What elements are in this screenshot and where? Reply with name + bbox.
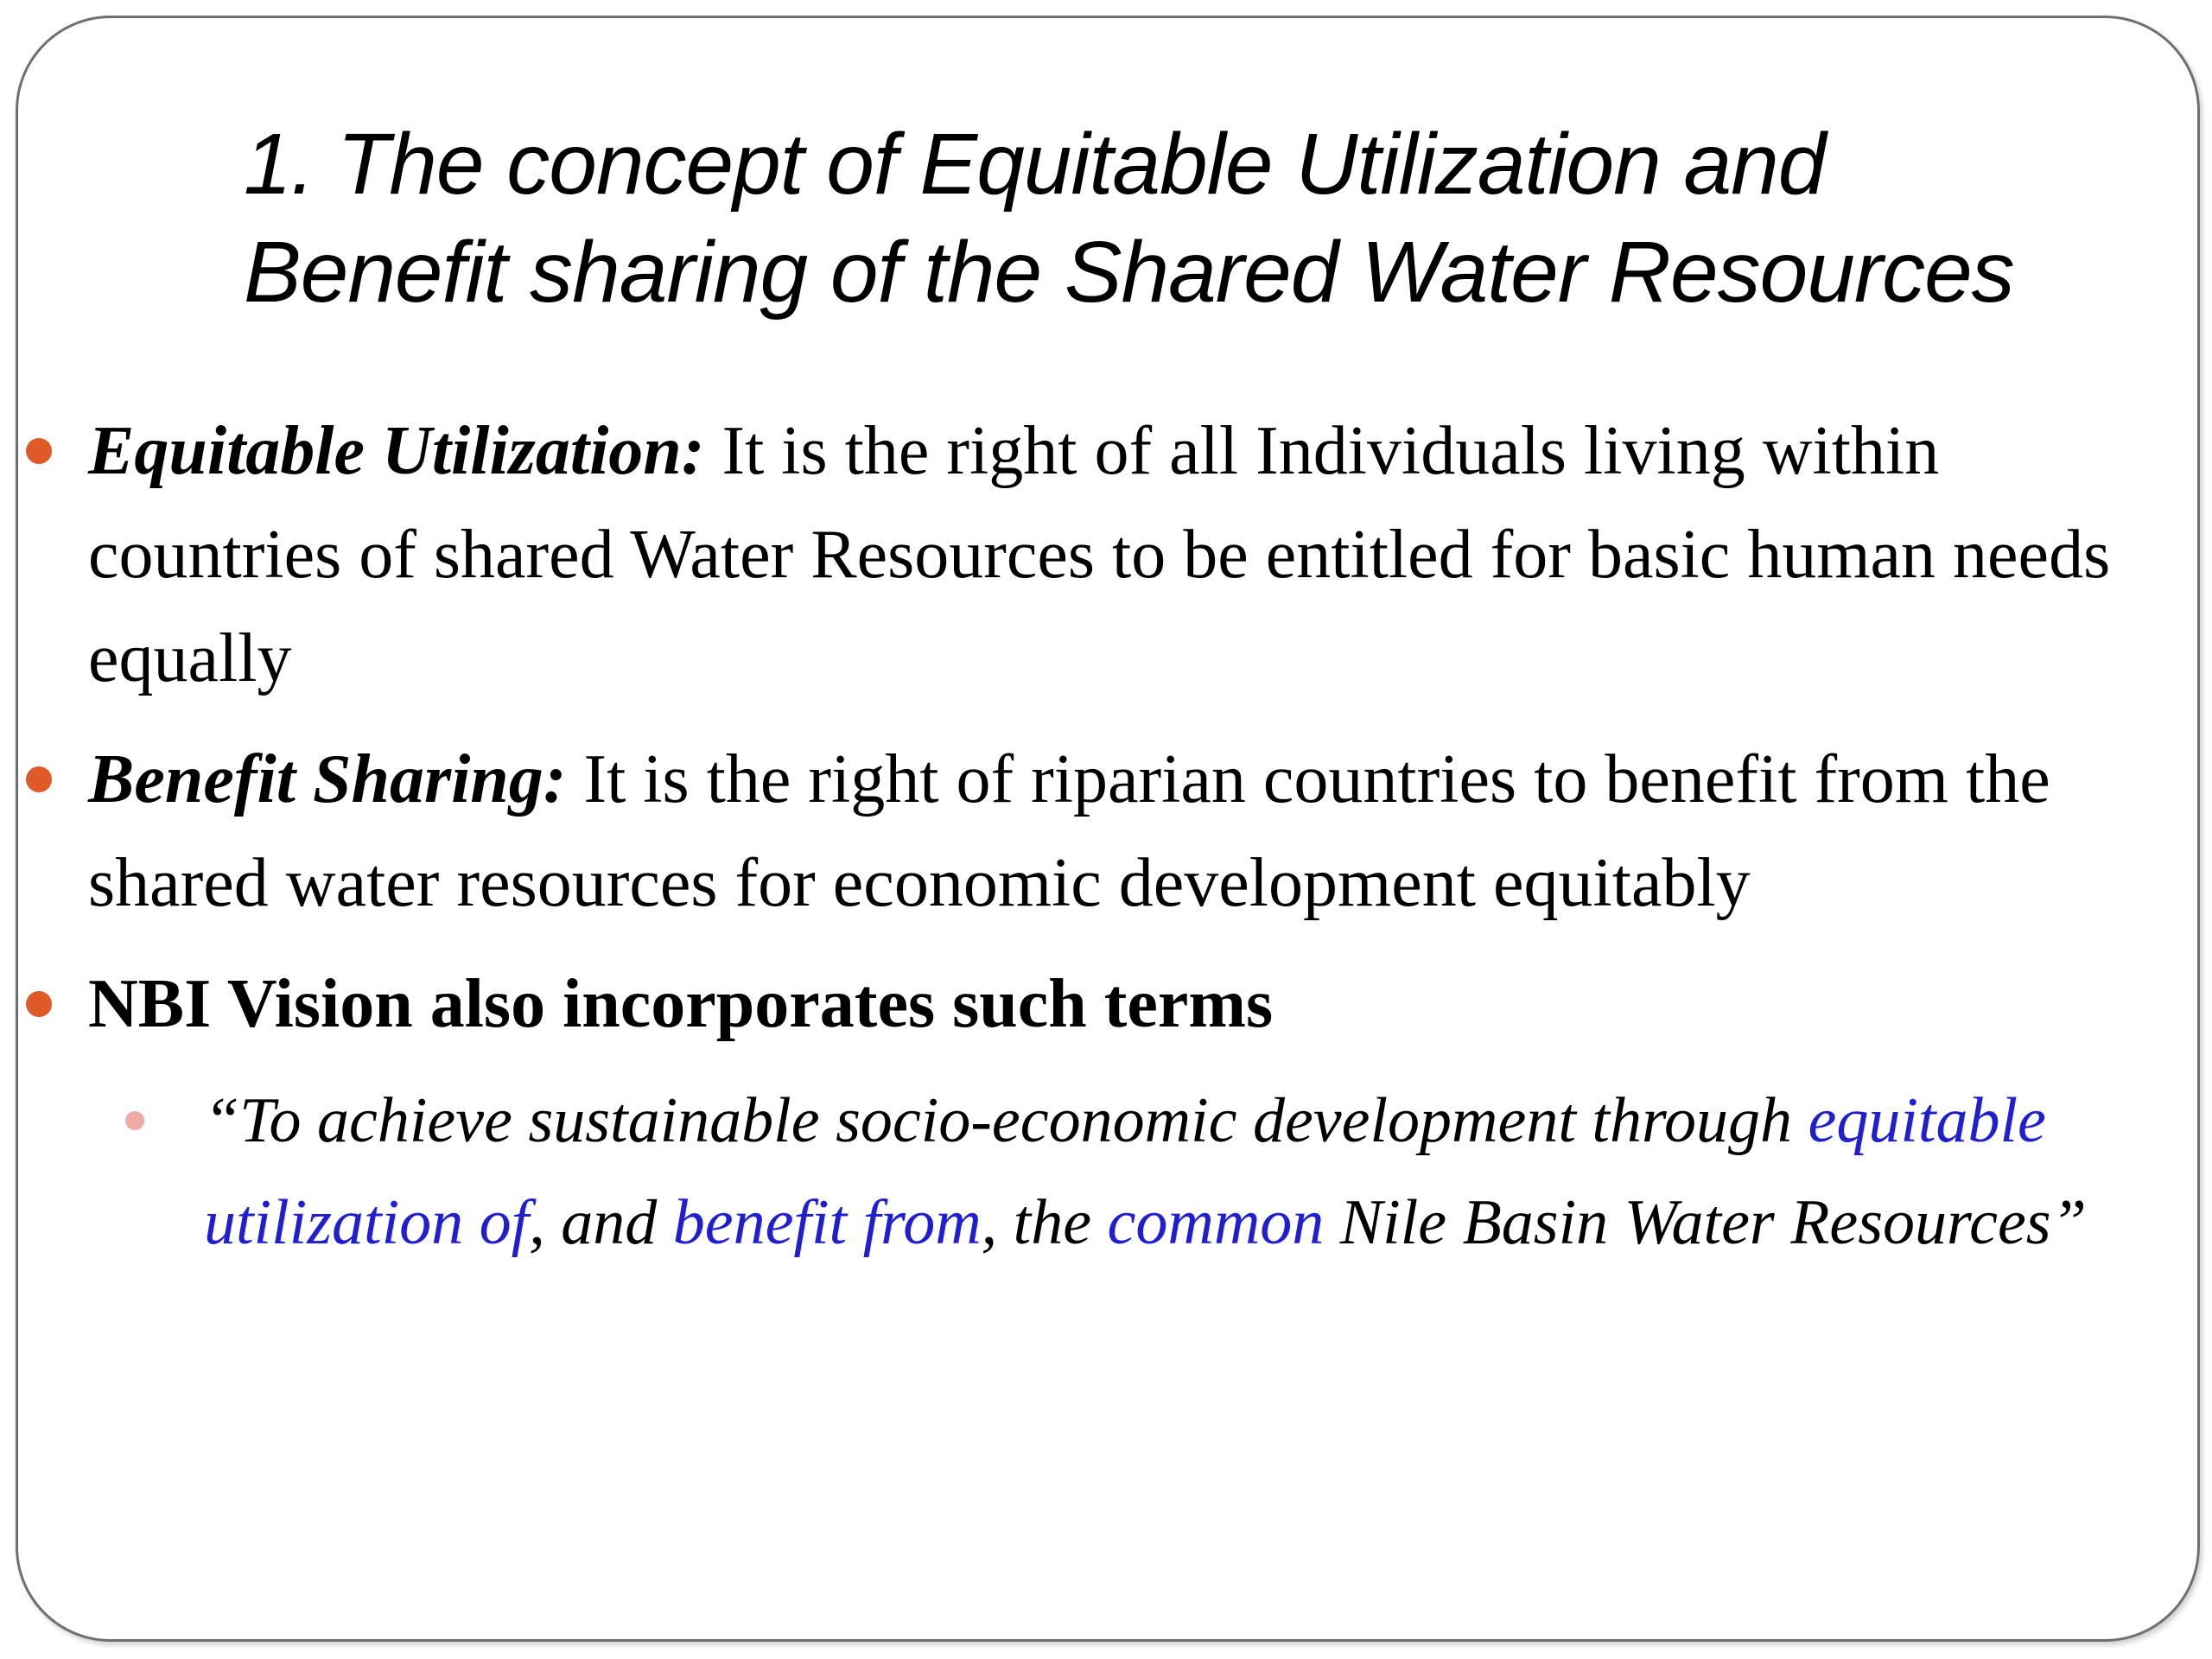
bullet-nbi-vision	[0, 952, 2212, 1056]
bullet-dot-icon	[26, 766, 52, 792]
bullet-text: It is the right of all Individuals living within countries of shared Water Resources to be entitled for basic human needs equally	[88, 413, 2111, 696]
quote-highlight: common	[1107, 1187, 1325, 1258]
bullet-text: It is the right of riparian countries to benefit from the shared water resources for economic development equitably	[88, 741, 2050, 921]
quote-part: “To achieve sustainable socio-economic development through	[204, 1085, 1808, 1156]
quote-part: , and	[529, 1187, 673, 1258]
title-line-2: Benefit sharing of the Shared Water Resources	[244, 224, 2014, 321]
sub-bullet-vision-quote	[0, 1070, 2212, 1274]
bullet-equitable-utilization	[0, 399, 2212, 710]
bullet-lead: Equitable Utilization:	[88, 413, 705, 489]
quote-part: Nile Basin Water Resources”	[1324, 1187, 2087, 1258]
quote-highlight: benefit from	[672, 1187, 982, 1258]
sub-bullet-dot-icon	[125, 1111, 144, 1130]
slide-title	[244, 111, 2162, 327]
bullet-dot-icon	[26, 438, 52, 464]
title-line-1: 1. The concept of Equitable Utilization and	[244, 116, 1826, 213]
bullet-text: NBI Vision also incorporates such terms	[88, 966, 1274, 1042]
quote-part: , the	[981, 1187, 1108, 1258]
quote-highlight: equitable utilization of	[204, 1085, 2046, 1258]
bullet-lead: Benefit Sharing:	[88, 741, 567, 817]
bullet-benefit-sharing	[0, 728, 2212, 935]
bullet-list	[0, 399, 2212, 1274]
bullet-dot-icon	[26, 991, 52, 1017]
